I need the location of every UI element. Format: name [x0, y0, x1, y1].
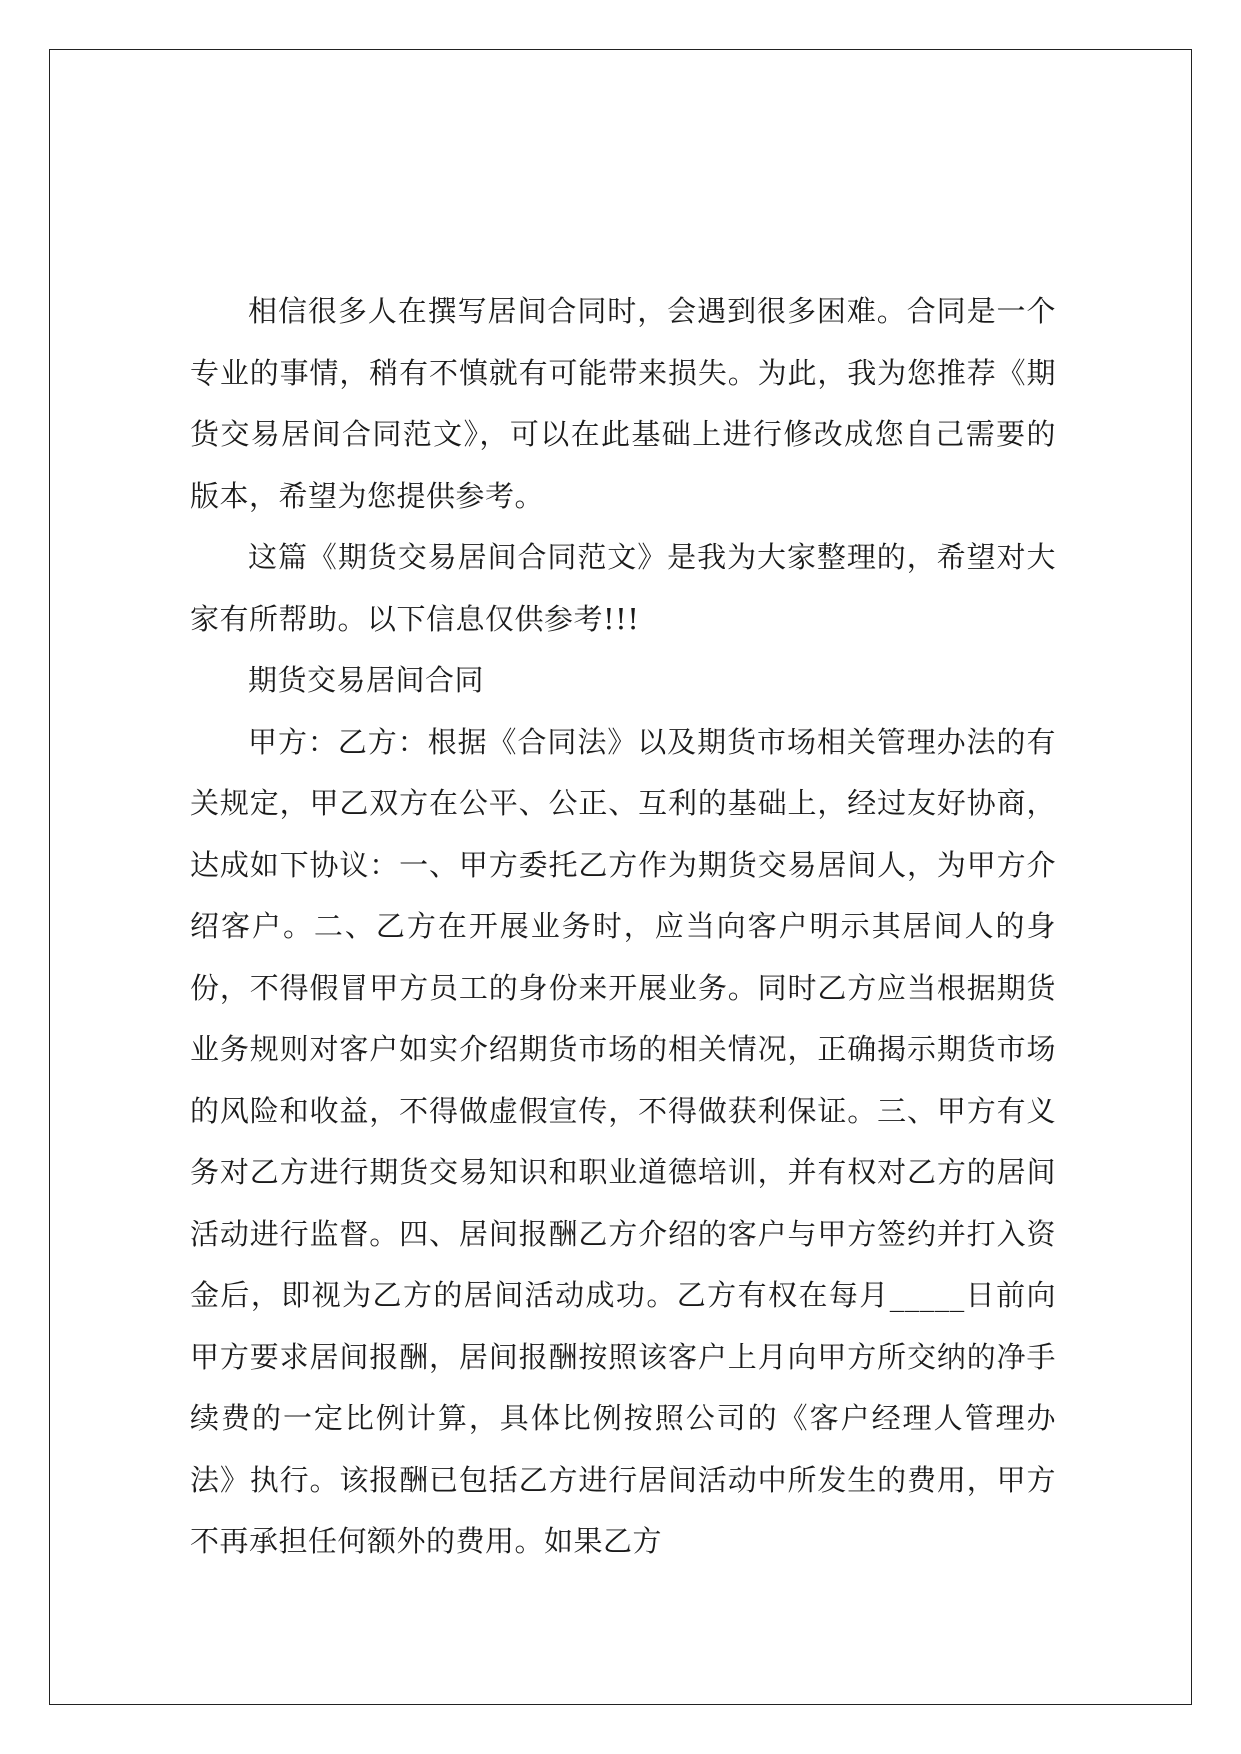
contract-body-paragraph: 甲方：乙方：根据《合同法》以及期货市场相关管理办法的有关规定，甲乙双方在公平、公正、互利的基础上，经过友好协商，达成如下协议：一、甲方委托乙方作为期货交易居间人，为甲方介绍客户。二、乙方在开展业务时，应当向客户明示其居间人的身份，不得假冒甲方员工的身份来开展业务。同时乙方应当根据期货业务规则对客户如实介绍期货市场的相关情况，正确揭示期货市场的风险和收益，不得做虚假宣传，不得做获利保证。三、甲方有义务对乙方进行期货交易知识和职业道德培训，并有权对乙方的居间活动进行监督。四、居间报酬乙方介绍的客户与甲方签约并打入资金后，即视为乙方的居间活动成功。乙方有权在每月_____日前向甲方要求居间报酬，居间报酬按照该客户上月向甲方所交纳的净手续费的一定比例计算，具体比例按照公司的《客户经理人管理办法》执行。该报酬已包括乙方进行居间活动中所发生的费用，甲方不再承担任何额外的费用。如果乙方: [190, 724, 1056, 1558]
note-paragraph: 这篇《期货交易居间合同范文》是我为大家整理的，希望对大家有所帮助。以下信息仅供参考!!!: [190, 540, 1056, 636]
contract-title: 期货交易居间合同: [248, 663, 485, 697]
document-body: [190, 281, 1056, 1573]
intro-paragraph: 相信很多人在撰写居间合同时，会遇到很多困难。合同是一个专业的事情，稍有不慎就有可能带来损失。为此，我为您推荐《期货交易居间合同范文》，可以在此基础上进行修改成您自己需要的版本，希望为您提供参考。: [190, 294, 1056, 513]
